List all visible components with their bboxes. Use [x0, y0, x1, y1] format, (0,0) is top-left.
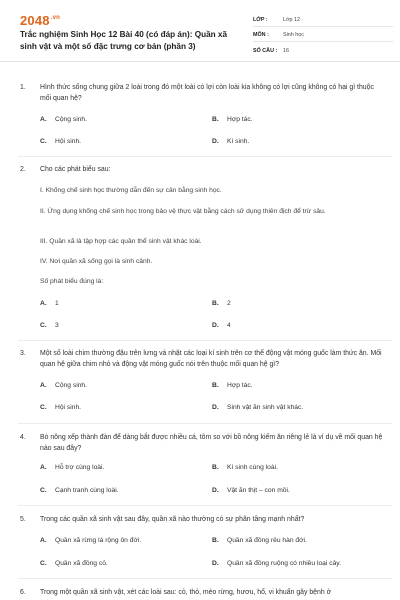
site-logo[interactable]	[20, 13, 60, 28]
option-text: Hợp tác.	[227, 116, 253, 123]
question-text: Một số loài chim thường đậu trên lưng và nhặt các loại kí sinh trên cơ thể động vật móng guốc làm thức ăn. Mối quan hệ giữa chim nhỏ và động vật móng guốc nói trên thuộc mối quan hệ gì?	[40, 350, 382, 368]
question-number: 3.	[20, 350, 26, 357]
logo-text: 2048	[20, 13, 50, 28]
page-title: Trắc nghiệm Sinh Học 12 Bài 40 (có đáp án): Quần xã sinh vật và một số đặc trưng cơ bản (phần 3)	[20, 30, 228, 51]
option-text: Quần xã đồng ruộng có nhiều loại cây.	[227, 560, 342, 567]
option-letter: A.	[40, 537, 47, 544]
option-a[interactable]	[40, 537, 141, 544]
meta-value: Sinh học	[283, 32, 304, 38]
option-text: Quần xã đồng rêu hàn đới.	[227, 537, 307, 544]
option-text: Cộng sinh.	[55, 382, 87, 389]
option-text: Quần xã rừng lá rộng ôn đới.	[55, 537, 142, 544]
page-header	[0, 0, 400, 62]
option-letter: C.	[40, 487, 47, 494]
option-a[interactable]	[40, 464, 104, 471]
meta-label: LỚP :	[253, 17, 268, 23]
option-text: Hội sinh.	[55, 404, 82, 411]
option-text: 2	[227, 300, 231, 307]
option-c[interactable]	[40, 322, 59, 329]
meta-value: Lớp 12	[283, 17, 301, 23]
option-d[interactable]	[212, 487, 290, 494]
question-text: Hình thức sống chung giữa 2 loài trong đó một loài có lợi còn loài kia không có lợi cũng không có hại gì thuộc mối quan hệ?	[40, 84, 374, 102]
question-divider	[18, 156, 392, 157]
question-list	[0, 62, 400, 600]
meta-row-count	[253, 44, 393, 57]
question-text: Trong các quần xã sinh vật sau đây, quần xã nào thường có sự phân tầng mạnh nhất?	[40, 516, 305, 523]
statement-2: II. Ứng dụng khống chế sinh học trong bảo vệ thực vật bằng cách sử dụng thiên địch để trừ sâu.	[40, 208, 326, 215]
option-letter: B.	[212, 464, 219, 471]
question-divider	[18, 578, 392, 579]
question-number: 6.	[20, 589, 26, 596]
option-text: 3	[55, 322, 59, 329]
option-c[interactable]	[40, 138, 81, 145]
meta-value: 16	[283, 47, 289, 54]
option-letter: C.	[40, 560, 47, 567]
statement-prompt: Số phát biểu đúng là:	[40, 278, 104, 285]
option-letter: B.	[212, 537, 219, 544]
option-letter: A.	[40, 382, 47, 389]
statement-1: I. Khống chế sinh học thường dẫn đến sự cân bằng sinh học.	[40, 187, 222, 194]
option-letter: D.	[212, 138, 219, 145]
option-c[interactable]	[40, 560, 108, 567]
option-b[interactable]	[212, 116, 253, 123]
question-text: Bò nông xếp thành đàn để dàng bắt được nhiều cá, tôm so với bồ nông kiếm ăn riêng lẻ là ví dụ về mối quan hệ nào sau đây?	[40, 434, 383, 452]
option-b[interactable]	[212, 382, 253, 389]
question-divider	[18, 340, 392, 341]
meta-row-class	[253, 14, 393, 27]
question-number: 1.	[20, 84, 26, 91]
statement-4: IV. Nơi quần xã sống gọi là sinh cảnh.	[40, 258, 153, 265]
option-letter: D.	[212, 560, 219, 567]
option-letter: A.	[40, 464, 47, 471]
option-d[interactable]	[212, 138, 249, 145]
option-c[interactable]	[40, 487, 119, 494]
option-d[interactable]	[212, 560, 341, 567]
option-text: Cạnh tranh cùng loài.	[55, 487, 119, 494]
option-letter: A.	[40, 116, 47, 123]
option-a[interactable]	[40, 382, 87, 389]
option-text: Sinh vật ăn sinh vật khác.	[227, 404, 304, 411]
option-text: Hợp tác.	[227, 382, 253, 389]
option-letter: D.	[212, 404, 219, 411]
meta-row-subject	[253, 29, 393, 42]
option-letter: C.	[40, 404, 47, 411]
option-letter: B.	[212, 382, 219, 389]
option-text: Vật ăn thịt – con mồi.	[227, 487, 290, 494]
option-b[interactable]	[212, 537, 307, 544]
meta-label: SỐ CÂU :	[253, 47, 278, 54]
option-letter: C.	[40, 322, 47, 329]
question-text: Cho các phát biểu sau:	[40, 166, 111, 173]
option-text: Hỗ trợ cùng loài.	[55, 464, 105, 471]
question-number: 2.	[20, 166, 26, 173]
question-divider	[18, 423, 392, 424]
option-text: Cộng sinh.	[55, 116, 87, 123]
question-text: Trong một quần xã sinh vật, xét các loài sau: cỏ, thỏ, mèo rừng, hươu, hổ, vi khuẩn gây bệnh ở	[40, 589, 332, 596]
option-letter: B.	[212, 300, 219, 307]
option-text: 4	[227, 322, 231, 329]
question-number: 5.	[20, 516, 26, 523]
option-b[interactable]	[212, 300, 231, 307]
option-letter: D.	[212, 322, 219, 329]
option-text: 1	[55, 300, 59, 307]
quiz-meta	[253, 14, 393, 59]
question-number: 4.	[20, 434, 26, 441]
option-c[interactable]	[40, 404, 81, 411]
option-a[interactable]	[40, 116, 87, 123]
option-a[interactable]	[40, 300, 59, 307]
option-text: Kí sinh.	[227, 138, 250, 145]
option-text: Kí sinh cùng loài.	[227, 464, 278, 471]
option-letter: B.	[212, 116, 219, 123]
option-d[interactable]	[212, 322, 231, 329]
logo-tld: .vn	[50, 15, 61, 21]
option-b[interactable]	[212, 464, 278, 471]
option-text: Hội sinh.	[55, 138, 82, 145]
question-divider	[18, 505, 392, 506]
meta-label: MÔN :	[253, 32, 269, 38]
option-text: Quần xã đồng cỏ.	[55, 560, 108, 567]
option-letter: A.	[40, 300, 47, 307]
option-letter: C.	[40, 138, 47, 145]
question-6	[20, 587, 390, 598]
option-d[interactable]	[212, 404, 303, 411]
statement-3: III. Quần xã là tập hợp các quần thể sinh vật khác loài.	[40, 238, 202, 245]
option-letter: D.	[212, 487, 219, 494]
